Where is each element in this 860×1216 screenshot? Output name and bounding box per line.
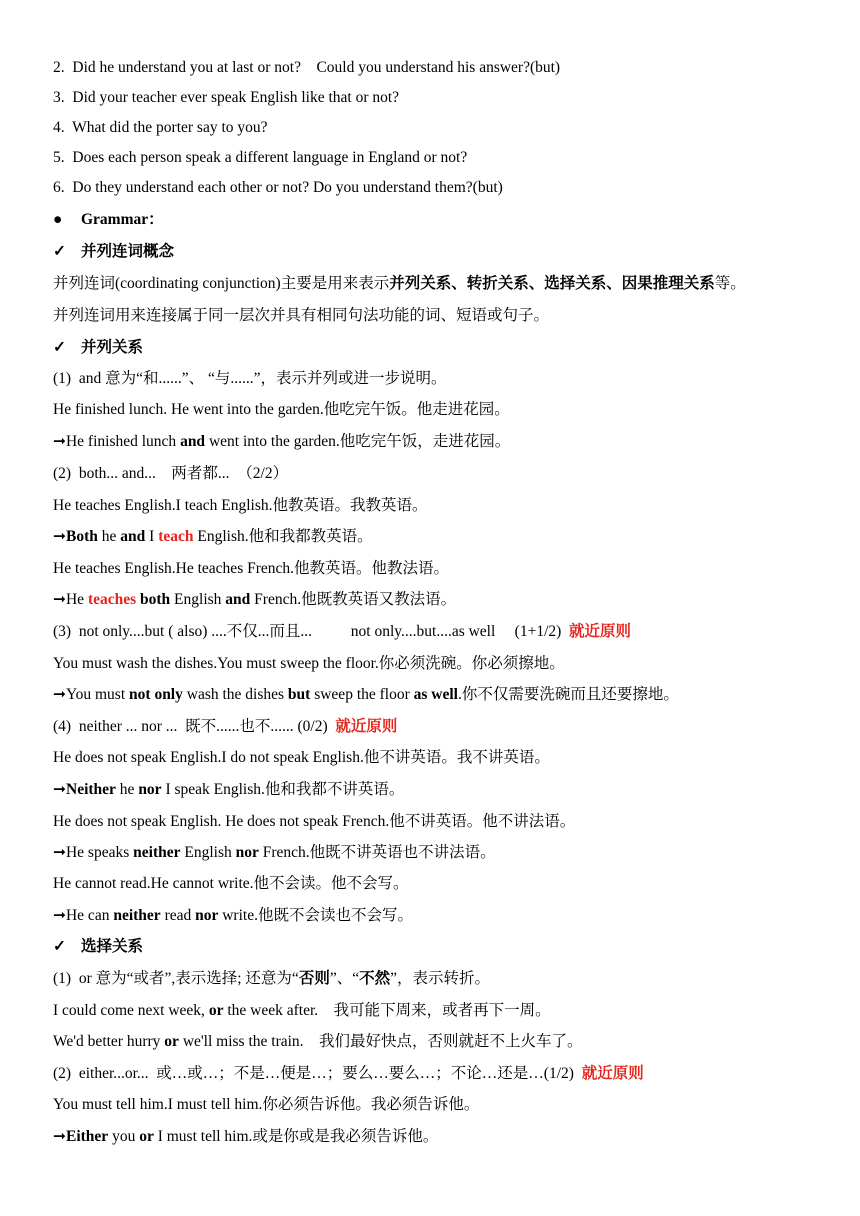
text-segment: sweep the floor <box>310 686 414 703</box>
text-line <box>53 684 843 706</box>
text-segment: the week after. 我可能下周来，或者再下一周。 <box>223 1002 551 1019</box>
text-line <box>53 209 843 231</box>
checkmark-icon: ✓ <box>53 938 66 955</box>
highlight-text: 就近原则 <box>335 718 398 735</box>
checkmark-icon: ✓ <box>53 243 66 260</box>
text-segment: we'll miss the train. 我们最好快点，否则就赶不上火车了。 <box>178 1033 583 1050</box>
text-segment: He does not speak English. He does not speak French.他不讲英语。他不讲法语。 <box>53 813 576 830</box>
text-line <box>53 905 843 927</box>
text-segment: ➞ <box>53 781 66 798</box>
bold-text: neither <box>133 844 181 861</box>
bullet-icon: ● <box>53 211 63 228</box>
text-line <box>53 1063 843 1085</box>
bold-text: Either <box>66 1128 109 1145</box>
bold-text: nor <box>195 907 219 924</box>
bold-text: Both <box>66 528 98 545</box>
text-segment: ➞ <box>53 528 66 545</box>
text-line <box>53 241 843 263</box>
text-segment: I could come next week, <box>53 1002 209 1019</box>
bold-text: nor <box>138 781 162 798</box>
text-segment: ➞He can <box>53 907 114 924</box>
bold-text: and <box>120 528 146 545</box>
checkmark-icon: ✓ <box>53 339 66 356</box>
text-line <box>53 653 843 675</box>
bold-text: 不然 <box>359 970 391 987</box>
text-line <box>53 337 843 359</box>
text-line <box>53 117 843 139</box>
text-segment: You must tell him.I must tell him.你必须告诉他。我必须告诉他。 <box>53 1096 480 1113</box>
bold-text: 选择关系 <box>81 938 144 955</box>
text-line <box>53 811 843 833</box>
bold-text: not only <box>129 686 183 703</box>
text-segment: He cannot read.He cannot write.他不会读。他不会写。 <box>53 875 409 892</box>
bold-text: both <box>140 591 171 608</box>
highlight-text: 就近原则 <box>581 1065 644 1082</box>
text-segment: I must tell him.或是你或是我必须告诉他。 <box>153 1128 439 1145</box>
text-segment: (4) neither ... nor ... 既不......也不...... (0/2) <box>53 718 336 735</box>
text-segment: You must wash the dishes.You must sweep the floor.你必须洗碗。你必须擦地。 <box>53 655 565 672</box>
text-line <box>53 716 843 738</box>
text-line <box>53 558 843 580</box>
text-segment: ➞He <box>53 591 88 608</box>
text-segment: (2) either...or... 或…或…；不是…便是…；要么…要么…；不论…还是…(1/2) <box>53 1065 582 1082</box>
bold-text: or <box>208 1002 224 1019</box>
text-segment: ➞ <box>53 1128 66 1145</box>
text-segment: English <box>170 591 226 608</box>
text-line <box>53 1031 843 1053</box>
text-line <box>53 779 843 801</box>
text-segment: (2) both... and... 两者都... （2/2） <box>53 465 289 482</box>
bold-text: nor <box>235 844 259 861</box>
text-line <box>53 747 843 769</box>
text-segment: ”、“ <box>329 970 360 987</box>
text-segment: We'd better hurry <box>53 1033 165 1050</box>
text-segment: 3. Did your teacher ever speak English like that or not? <box>53 89 400 106</box>
bold-text: 并列关系、转折关系、选择关系、因果推理关系 <box>389 275 715 292</box>
text-segment: English <box>180 844 236 861</box>
text-line <box>53 368 843 390</box>
text-line <box>53 873 843 895</box>
text-line <box>53 1126 843 1148</box>
bold-text: but <box>287 686 311 703</box>
text-line <box>53 495 843 517</box>
text-segment: I <box>145 528 159 545</box>
text-segment: you <box>108 1128 140 1145</box>
bold-text: 否则 <box>298 970 330 987</box>
text-line <box>53 621 843 643</box>
text-segment: 2. Did he understand you at last or not? Could you understand his answer?(but) <box>53 59 561 76</box>
bold-text: or <box>164 1033 179 1050</box>
text-segment: He teaches English.He teaches French.他教英语。他教法语。 <box>53 560 450 577</box>
bold-text: Neither <box>66 781 116 798</box>
bold-text: neither <box>113 907 161 924</box>
text-segment: went into the garden.他吃完午饭，走进花园。 <box>205 433 511 450</box>
highlight-text: 就近原则 <box>569 623 632 640</box>
text-segment: 等。 <box>714 275 746 292</box>
text-line <box>53 305 843 327</box>
text-segment: He teaches English.I teach English.他教英语。我教英语。 <box>53 497 428 514</box>
text-line <box>53 936 843 958</box>
bold-text: Grammar： <box>81 211 164 228</box>
text-segment: 4. What did the porter say to you? <box>53 119 268 136</box>
bold-text: 并列关系 <box>81 339 144 356</box>
text-line <box>53 1094 843 1116</box>
bold-text: or <box>139 1128 154 1145</box>
text-line <box>53 147 843 169</box>
text-segment: He finished lunch. He went into the garden.他吃完午饭。他走进花园。 <box>53 401 510 418</box>
text-segment: (3) not only....but ( also) ....不仅...而且... not only....but....as well (1+1/2) <box>53 623 570 640</box>
text-segment: read <box>160 907 196 924</box>
bold-text: and <box>180 433 206 450</box>
text-segment: French.他既不讲英语也不讲法语。 <box>258 844 496 861</box>
text-line <box>53 177 843 199</box>
text-segment: French.他既教英语又教法语。 <box>250 591 457 608</box>
text-line <box>53 463 843 485</box>
text-line <box>53 431 843 453</box>
text-line <box>53 1000 843 1022</box>
text-segment: English.他和我都教英语。 <box>193 528 373 545</box>
text-segment: he <box>97 528 121 545</box>
text-line <box>53 273 843 295</box>
text-segment: 并列连词用来连接属于同一层次并具有相同句法功能的词、短语或句子。 <box>53 307 550 324</box>
text-segment: he <box>115 781 139 798</box>
text-segment: He does not speak English.I do not speak English.他不讲英语。我不讲英语。 <box>53 749 550 766</box>
text-segment: 6. Do they understand each other or not? Do you understand them?(but) <box>53 179 503 196</box>
text-line <box>53 526 843 548</box>
text-line <box>53 57 843 79</box>
text-segment: wash the dishes <box>182 686 288 703</box>
text-line <box>53 589 843 611</box>
text-segment: ➞You must <box>53 686 130 703</box>
text-line <box>53 842 843 864</box>
text-segment: (1) and 意为“和......”、 “与......”，表示并列或进一步说明。 <box>53 370 447 387</box>
text-segment: I speak English.他和我都不讲英语。 <box>161 781 405 798</box>
text-segment: .你不仅需要洗碗而且还要擦地。 <box>457 686 679 703</box>
text-segment: write.他既不会读也不会写。 <box>218 907 413 924</box>
highlight-text: teach <box>158 528 194 545</box>
text-line <box>53 399 843 421</box>
text-segment: 5. Does each person speak a different language in England or not? <box>53 149 468 166</box>
bold-text: as well <box>413 686 458 703</box>
text-segment: (1) or 意为“或者”,表示选择; 还意为“ <box>53 970 299 987</box>
bold-text: and <box>225 591 251 608</box>
bold-text: 并列连词概念 <box>81 243 175 260</box>
text-segment: ➞He finished lunch <box>53 433 181 450</box>
highlight-text: teaches <box>87 591 137 608</box>
text-line <box>53 87 843 109</box>
text-segment: ➞He speaks <box>53 844 134 861</box>
text-segment: ”，表示转折。 <box>390 970 490 987</box>
text-line <box>53 968 843 990</box>
text-segment: 并列连词(coordinating conjunction)主要是用来表示 <box>53 275 390 292</box>
